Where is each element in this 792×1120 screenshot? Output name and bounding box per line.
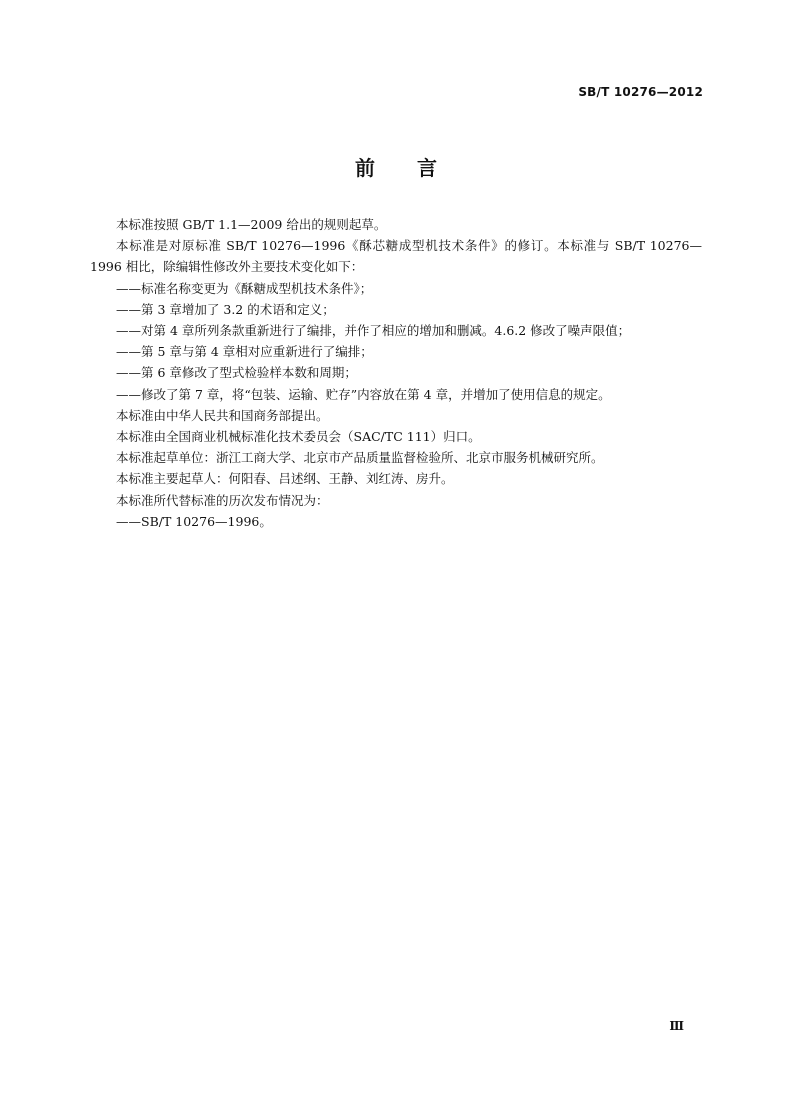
paragraph-history-intro: 本标准所代替标准的历次发布情况为： [116,492,329,508]
change-item-chapter7: ——修改了第 7 章，将“包装、运输、贮存”内容放在第 4 章，并增加了使用信息的规定。 [116,386,611,402]
standard-code: SB/T 10276—2012 [578,85,703,99]
history-item: ——SB/T 10276—1996。 [116,513,272,529]
foreword-body [90,214,702,532]
change-item-chapter5: ——第 5 章与第 4 章相对应重新进行了编排； [116,344,373,360]
page-title [0,152,792,181]
change-item-name: ——标准名称变更为《酥糖成型机技术条件》； [116,280,373,296]
change-item-chapter4: ——对第 4 章所列条款重新进行了编排，并作了相应的增加和删减。4.6.2 修改了噪声限值； [116,323,631,339]
paragraph-drafting-rules: 本标准按照 GB/T 1.1—2009 给出的规则起草。 [116,217,387,232]
change-item-chapter6: ——第 6 章修改了型式检验样本数和周期； [116,365,357,381]
paragraph-drafting-units: 本标准起草单位：浙江工商大学、北京市产品质量监督检验所、北京市服务机械研究所。 [116,450,604,466]
paragraph-drafters: 本标准主要起草人：何阳春、吕述纲、王静、刘红涛、房升。 [116,471,454,487]
change-item-chapter3: ——第 3 章增加了 3.2 的术语和定义； [116,301,335,317]
page-number: Ⅲ [669,1019,684,1033]
title-part-1: 前 [355,156,375,180]
paragraph-proposed-by: 本标准由中华人民共和国商务部提出。 [116,407,329,423]
title-part-2: 言 [417,156,437,180]
paragraph-revision-intro: 本标准是对原标准 SB/T 10276—1996《酥芯糖成型机技术条件》的修订。本标准与 SB/T 10276—1996 相比，除编辑性修改外主要技术变化如下： [90,238,702,275]
paragraph-administered-by: 本标准由全国商业机械标准化技术委员会（SAC/TC 111）归口。 [116,429,481,445]
